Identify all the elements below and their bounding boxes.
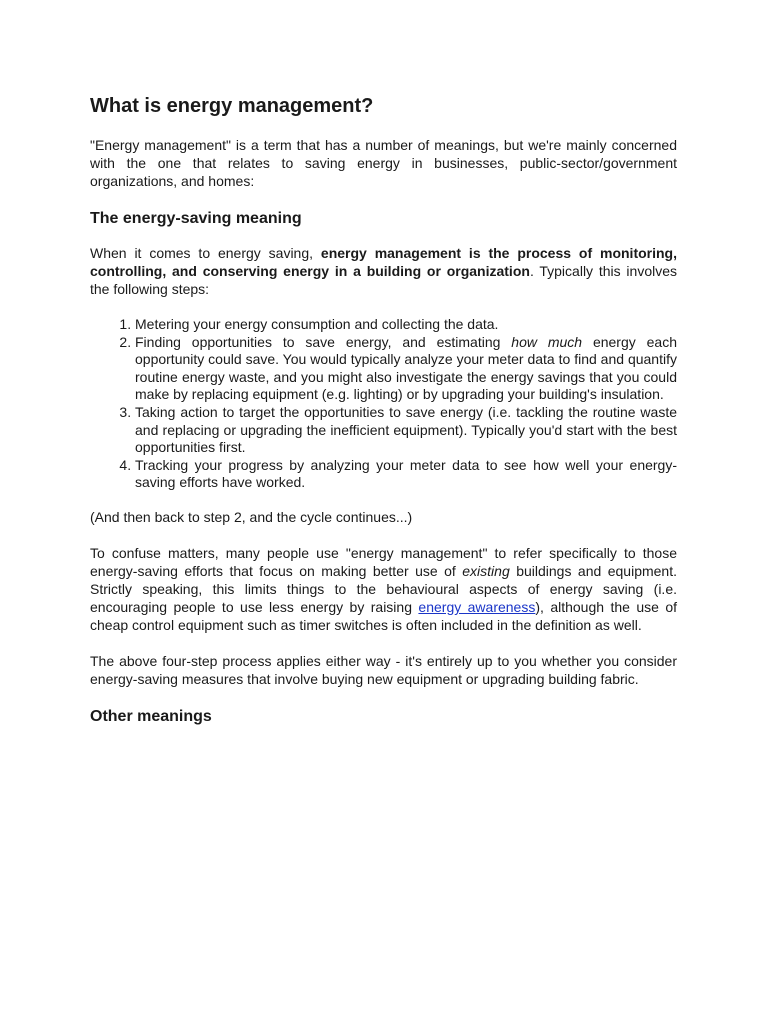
list-item-step-4: 4. Tracking your progress by analyzing your meter data to see how well your energy-saving efforts have worked. <box>135 457 677 492</box>
energy-saving-paragraph <box>90 244 677 298</box>
energy-awareness-link[interactable]: energy awareness <box>418 598 536 615</box>
energy-saving-paragraph-start: When it comes to energy saving, <box>90 245 321 261</box>
list-item-step-1: 1. Metering your energy consumption and collecting the data. <box>135 316 677 334</box>
step-2-emphasis: how much <box>511 333 583 350</box>
list-item-step-2 <box>135 334 677 404</box>
para3-text-a: To confuse matters, many people use "energy management" to refer specifically to those energy-saving efforts that focus on making better use of <box>90 544 677 579</box>
page-title: What is energy management? <box>90 95 374 117</box>
document-page <box>90 92 677 742</box>
step-2-text-b: energy each opportunity could save. You would typically analyze your meter data to find and quantify routine energy waste, and you might also investigate the energy savings that you could make by replacing equipment (e.g. lighting) or by upgrading your building's insulation. <box>135 333 677 403</box>
existing-emphasis: existing <box>462 562 510 579</box>
section-heading-other-meanings: Other meanings <box>90 707 212 725</box>
steps-list <box>90 316 677 492</box>
section-heading-energy-saving: The energy-saving meaning <box>90 210 302 227</box>
para3-text-b: buildings and equipment. Strictly speaking, this limits things to the behavioural aspects of energy saving (i.e. encouraging people to use less energy by raising <box>90 562 677 615</box>
list-item-step-3: 3. Taking action to target the opportunities to save energy (i.e. tackling the routine waste and replacing or upgrading the inefficient equipment). Typically you'd start with the best opportunities first. <box>135 404 677 457</box>
energy-management-definition: energy management is the process of monitoring, controlling, and conserving energy in a building or organization <box>90 245 677 279</box>
cycle-note: (And then back to step 2, and the cycle continues...) <box>90 508 413 525</box>
four-step-paragraph: The above four-step process applies either way - it's entirely up to you whether you consider energy-saving measures that involve buying new equipment or upgrading building fabric. <box>90 652 677 687</box>
step-2-text-a: Finding opportunities to save energy, and estimating <box>135 333 512 350</box>
confuse-matters-paragraph <box>90 544 677 634</box>
intro-paragraph: "Energy management" is a term that has a number of meanings, but we're mainly concerned with the one that relates to saving energy in businesses, public-sector/government organizations, and homes: <box>90 137 677 189</box>
para3-text-c: ), although the use of cheap control equipment such as timer switches is often included in the definition as well. <box>90 598 678 633</box>
energy-saving-paragraph-end: . Typically this involves the following steps: <box>90 263 678 297</box>
